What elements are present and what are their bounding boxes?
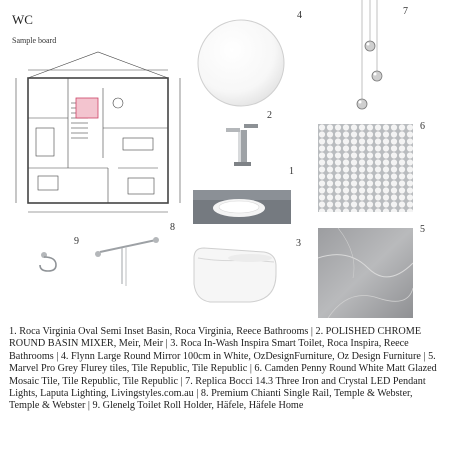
item-number-mosaic-tile: 6 bbox=[420, 121, 425, 132]
board-subtitle: Sample board bbox=[12, 36, 57, 45]
item-number-marble-tile: 5 bbox=[420, 224, 425, 235]
item-number-toilet: 3 bbox=[296, 238, 301, 249]
item-number-basin: 1 bbox=[289, 166, 294, 177]
basin-image bbox=[193, 190, 291, 224]
item-number-mirror: 4 bbox=[297, 10, 302, 21]
product-list-caption: 1. Roca Virginia Oval Semi Inset Basin, Roca Virginia, Reece Bathrooms | 2. POLISHED CHROME ROUND BASIN MIXER, Meir, Meir | 3. Roca In-Wash Inspira Smart Toilet, Roca Inspira, Reece Bathrooms | 4. Flynn Large Round Mirror 100cm in White, OzDesignFurniture, Oz Design Furniture | 5. Marvel Pro Grey Flurey tiles, Tile Republic, Tile Republic | 6. Camden Penny Round White Matt Glazed Mosaic Tile, Tile Republic, Tile Republic | 7. Replica Bocci 14.3 Three Iron and Crystal LED Pendant Lights, Laputa Lighting, Livingstyles.com.au | 8. Premium Chianti Single Rail, Temple & Webster, Temple & Webster | 9. Glenelg Toilet Roll Holder, Häfele, Häfele Home bbox=[9, 326, 437, 412]
item-number-rail: 8 bbox=[170, 222, 175, 233]
board-title: WC bbox=[12, 12, 33, 27]
floor-plan-image bbox=[8, 48, 188, 218]
single-towel-rail-image bbox=[92, 232, 162, 288]
item-number-mixer: 2 bbox=[267, 110, 272, 121]
round-mirror-image bbox=[196, 18, 286, 108]
item-number-pendant: 7 bbox=[403, 6, 408, 17]
grey-marble-tile-image bbox=[318, 228, 413, 318]
toilet-roll-holder-image bbox=[34, 245, 64, 275]
pendant-lights-image bbox=[350, 0, 400, 120]
penny-mosaic-tile-image bbox=[318, 124, 413, 212]
basin-mixer-image bbox=[222, 118, 262, 168]
item-number-roll-holder: 9 bbox=[74, 236, 79, 247]
wall-hung-toilet-image bbox=[190, 244, 280, 308]
